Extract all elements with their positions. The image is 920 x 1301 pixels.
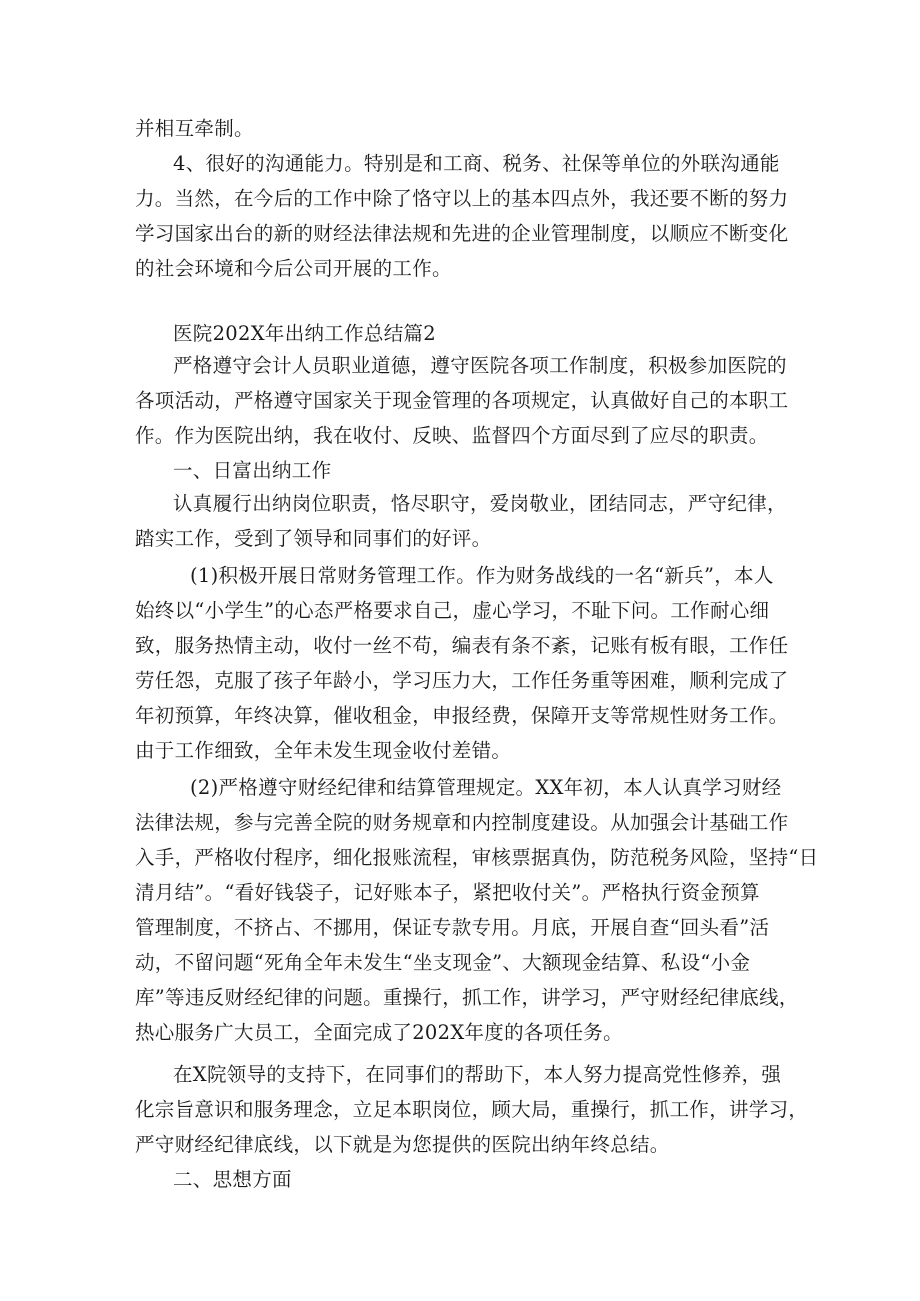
section-title: 医院202X年出纳工作总结篇2 [173,322,437,345]
subheading-daily-cashier-work: 一、日富出纳工作 [173,459,332,482]
subheading-ideology: 二、思想方面 [173,1168,292,1191]
paragraph-point2-line: 法律法规，参与完善全院的财务规章和内控制度建设。从加强会计基础工作 [135,811,789,834]
paragraph-item4-line: 的社会环境和今后公司开展的工作。 [135,257,452,280]
paragraph-duty-line: 踏实工作，受到了领导和同事们的好评。 [135,527,492,550]
paragraph-item4-line: 学习国家出台的新的财经法律法规和先进的企业管理制度，以顺应不断变化 [135,222,789,245]
paragraph-point2-line: (2)严格遵守财经纪律和结算管理规定。XX年初，本人认真学习财经 [190,776,782,799]
paragraph-point1-line: 致，服务热情主动，收付一丝不苟，编表有条不紊，记账有板有眼，工作任 [135,634,789,657]
paragraph-point1-line: 由于工作细致，全年未发生现金收付差错。 [135,739,512,762]
paragraph-summary-line: 化宗旨意识和服务理念，立足本职岗位，顾大局，重操行，抓工作，讲学习， [135,1098,809,1121]
paragraph-point1-line: 劳任怨，克服了孩子年龄小，学习压力大，工作任务重等困难，顺利完成了 [135,669,789,692]
paragraph-point1-line: 始终以“小学生”的心态严格要求自己，虚心学习，不耻下问。工作耐心细 [135,599,770,622]
paragraph-duty-line: 认真履行出纳岗位职责，恪尽职守，爱岗敬业，团结同志，严守纪律， [173,492,787,515]
paragraph-point1-line: 年初预算，年终决算，催收租金，申报经费，保障开支等常规性财务工作。 [135,704,789,727]
paragraph-point2-line: 管理制度，不挤占、不挪用，保证专款专用。月底，开展自查“回头看”活 [135,916,770,939]
paragraph-point2-line: 入手，严格收付程序，细化报账流程，审核票据真伪，防范税务风险，坚持“日 [135,846,819,869]
paragraph-intro-line: 严格遵守会计人员职业道德，遵守医院各项工作制度，积极参加医院的 [173,354,787,377]
paragraph-intro-line: 各项活动，严格遵守国家关于现金管理的各项规定，认真做好自己的本职工 [135,389,789,412]
paragraph-summary-line: 严守财经纪律底线，以下就是为您提供的医院出纳年终总结。 [135,1133,670,1156]
paragraph-point2-line: 热心服务广大员工，全面完成了202X年度的各项任务。 [135,1021,623,1044]
paragraph-point2-line: 库”等违反财经纪律的问题。重操行，抓工作，讲学习，严守财经纪律底线， [135,986,799,1009]
paragraph-summary-line: 在X院领导的支持下，在同事们的帮助下，本人努力提高党性修养，强 [173,1063,782,1086]
paragraph-point2-line: 动，不留问题“死角全年未发生“坐支现金”、大额现金结算、私设“小金 [135,951,751,974]
paragraph-item4-line: 力。当然，在今后的工作中除了恪守以上的基本四点外，我还要不断的努力 [135,187,789,210]
paragraph-intro-line: 作。作为医院出纳，我在收付、反映、监督四个方面尽到了应尽的职责。 [135,424,769,447]
paragraph-point1-line: (1)积极开展日常财务管理工作。作为财务战线的一名“新兵”，本人 [190,564,774,587]
paragraph-item4-line: 4、很好的沟通能力。特别是和工商、税务、社保等单位的外联沟通能 [173,152,780,175]
paragraph-point2-line: 清月结”。“看好钱袋子，记好账本子，紧把收付关”。严格执行资金预算 [135,881,760,904]
paragraph-continuation: 并相互牵制。 [135,117,254,140]
